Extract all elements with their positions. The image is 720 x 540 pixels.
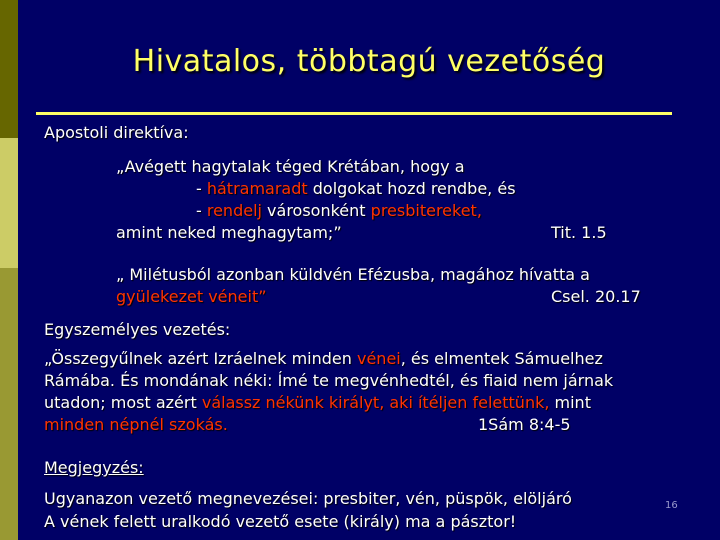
highlight-text: vénei — [356, 349, 401, 368]
note-label: Megjegyzés: — [44, 458, 144, 477]
page-number: 16 — [665, 500, 678, 511]
title-underline — [36, 112, 672, 115]
samuel-quote-line-3: utadon; most azért válassz nékünk királyt, aki ítéljen felettünk, mint — [44, 393, 591, 412]
samuel-quote-line-1: „Összegyűlnek azért Izráelnek minden vénei, és elmentek Sámuelhez — [44, 349, 603, 368]
sidebar-decoration-middle — [0, 138, 18, 268]
highlight-text: presbitereket, — [370, 201, 482, 220]
titus-quote-line-1: „Avégett hagytalak téged Krétában, hogy a — [116, 157, 465, 176]
highlight-text: hátramaradt — [206, 179, 308, 198]
slide-title: Hivatalos, többtagú vezetőség — [132, 44, 606, 79]
titus-quote-line-3: - rendelj városonként presbitereket, — [196, 201, 482, 220]
acts-reference: Csel. 20.17 — [551, 287, 641, 306]
titus-quote-line-4: amint neked meghagytam;” — [116, 223, 342, 242]
acts-quote-line-2: gyülekezet véneit” — [116, 287, 267, 306]
section-heading-single-leader: Egyszemélyes vezetés: — [44, 320, 231, 339]
note-line-1: Ugyanazon vezető megnevezései: presbiter, vén, püspök, elöljáró — [44, 489, 572, 508]
note-line-2: A vének felett uralkodó vezető esete (király) ma a pásztor! — [44, 512, 517, 531]
section-heading-apostolic: Apostoli direktíva: — [44, 123, 189, 142]
titus-reference: Tit. 1.5 — [551, 223, 607, 242]
samuel-reference: 1Sám 8:4-5 — [478, 415, 571, 434]
highlight-text: rendelj — [206, 201, 262, 220]
titus-quote-line-2: - hátramaradt dolgokat hozd rendbe, és — [196, 179, 516, 198]
sidebar-decoration-bottom — [0, 268, 18, 540]
samuel-quote-line-2: Rámába. És mondának néki: Ímé te megvénhedtél, és fiaid nem járnak — [44, 371, 614, 390]
sidebar-decoration-top — [0, 0, 18, 138]
samuel-quote-line-4: minden népnél szokás. — [44, 415, 228, 434]
acts-quote-line-1: „ Milétusból azonban küldvén Efézusba, magához hívatta a — [116, 265, 590, 284]
highlight-text: válassz nékünk királyt, aki ítéljen felettünk, — [201, 393, 550, 412]
